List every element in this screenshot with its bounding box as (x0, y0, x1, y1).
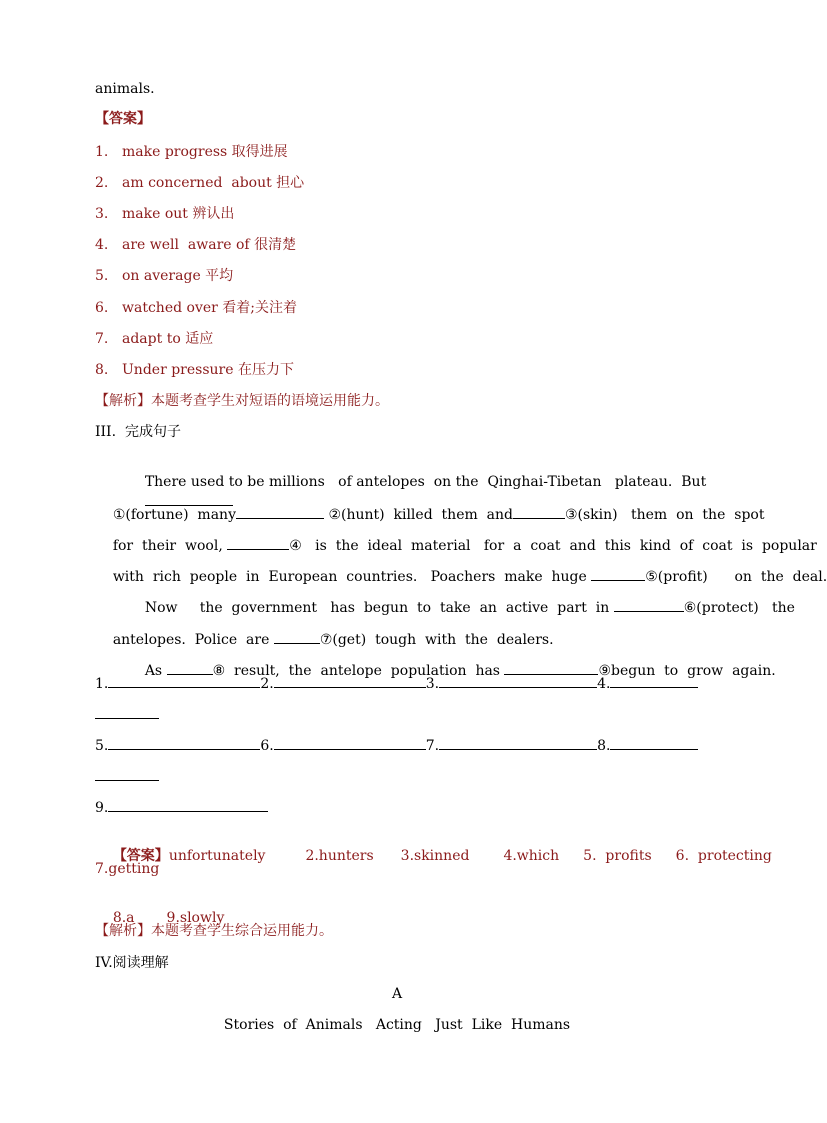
answer-number: 5. (95, 268, 109, 284)
fill-label: 2. (260, 676, 274, 692)
answer-number: 1. (95, 144, 109, 160)
answer-blank-8-continued[interactable] (95, 766, 159, 781)
answer-2-line-2: 7.getting (95, 861, 160, 877)
answer-number: 2. (95, 175, 109, 191)
passage-text: ⑤(profit) on the deal. (645, 569, 827, 585)
blank-line (614, 597, 684, 612)
analysis-2: 【解析】本题考查学生综合运用能力。 (95, 923, 333, 939)
analysis-1: 【解析】本题考查学生对短语的语境运用能力。 (95, 393, 389, 409)
fill-row-1-wrap (95, 704, 699, 724)
section-4-title: IV.阅读理解 (95, 955, 169, 971)
answer-item (95, 174, 699, 192)
answer-item (95, 143, 699, 161)
passage-text: There used to be millions of antelopes on the Qinghai-Tibetan plateau. But (144, 474, 707, 490)
answer-blank-9[interactable] (108, 797, 268, 812)
fill-label: 1. (95, 676, 109, 692)
reading-title: Stories of Animals Acting Just Like Humans (223, 1017, 571, 1033)
answer-header: 【答案】 (112, 848, 169, 864)
fill-label: 8. (597, 738, 611, 754)
answer-number: 6. (95, 300, 109, 316)
answer-blank-6[interactable] (274, 735, 426, 750)
answer-blank-4-continued[interactable] (95, 704, 159, 719)
passage-text: Now the government has begun to take an active part in (144, 600, 610, 616)
answer-blank-1[interactable] (108, 673, 260, 688)
answer-blank-2[interactable] (274, 673, 426, 688)
answer-blank-4[interactable] (610, 673, 698, 688)
answer-text: watched over 看着;关注着 (122, 300, 297, 316)
fill-label: 6. (260, 738, 274, 754)
passage-text: them on the spot (630, 507, 765, 523)
answer-item (95, 267, 699, 285)
fill-row-1 (95, 673, 699, 693)
answer-item (95, 299, 699, 317)
answer-number: 3. (95, 206, 109, 222)
passage-text: ④ is the ideal material for a coat and this kind of coat is popular (289, 538, 817, 554)
fill-label: 5. (95, 738, 109, 754)
answer-text: make progress 取得进展 (122, 144, 288, 160)
passage-text: with rich people in European countries. Poachers make huge (112, 569, 587, 585)
passage-text: ⑦(get) tough with the dealers. (319, 632, 554, 648)
fill-label: 4. (597, 676, 611, 692)
answer-text: on average 平均 (122, 268, 234, 284)
section-3-title: III. 完成句子 (95, 424, 181, 440)
answer-blank-5[interactable] (108, 735, 260, 750)
passage-text: ①(fortune) many (112, 507, 236, 523)
passage-text: ⑨begun to grow again. (598, 663, 776, 679)
answer-item (95, 361, 699, 379)
answer-blank-3[interactable] (439, 673, 597, 688)
fill-label: 9. (95, 800, 109, 816)
answer-number: 8. (95, 362, 109, 378)
answer-text: are well aware of 很清楚 (122, 237, 297, 253)
answer-item: 4.which (503, 848, 560, 864)
answer-number: 4. (95, 237, 109, 253)
passage-text: for their wool, (112, 538, 223, 554)
answer-item: 9.slowly (166, 910, 225, 926)
reading-letter: A (391, 986, 403, 1002)
answer-number: 7. (95, 331, 109, 347)
answer-item: 8.a (112, 910, 135, 926)
answer-text: am concerned about 担心 (122, 175, 305, 191)
passage-text: ③(skin) (564, 507, 618, 523)
answer-item: 3.skinned (400, 848, 470, 864)
answer-item (95, 330, 699, 348)
top-line: animals. (95, 81, 155, 97)
answer-blank-8[interactable] (610, 735, 698, 750)
passage-text: antelopes. Police are (112, 632, 270, 648)
answer-item: unfortunately (168, 848, 266, 864)
answer-blank-7[interactable] (439, 735, 597, 750)
fill-row-2-wrap (95, 766, 699, 786)
fill-label: 7. (425, 738, 440, 754)
answer-header: 【答案】 (95, 111, 151, 127)
answer-item: 5. profits (583, 848, 652, 864)
answer-text: adapt to 适应 (122, 331, 214, 347)
answer-item: 2.hunters (305, 848, 374, 864)
passage-text: ②(hunt) killed them and (328, 507, 513, 523)
passage-text: ⑥(protect) the (683, 600, 795, 616)
answer-text: make out 辨认出 (122, 206, 235, 222)
answer-item (95, 205, 699, 223)
passage-text: ⑧ result, the antelope population has (212, 663, 500, 679)
answer-item: 6. protecting (675, 848, 772, 864)
answer-item (95, 236, 699, 254)
passage-text: As (144, 663, 163, 679)
answer-text: Under pressure 在压力下 (122, 362, 294, 378)
fill-row-2 (95, 735, 699, 755)
fill-row-3 (95, 797, 699, 817)
fill-label: 3. (425, 676, 440, 692)
